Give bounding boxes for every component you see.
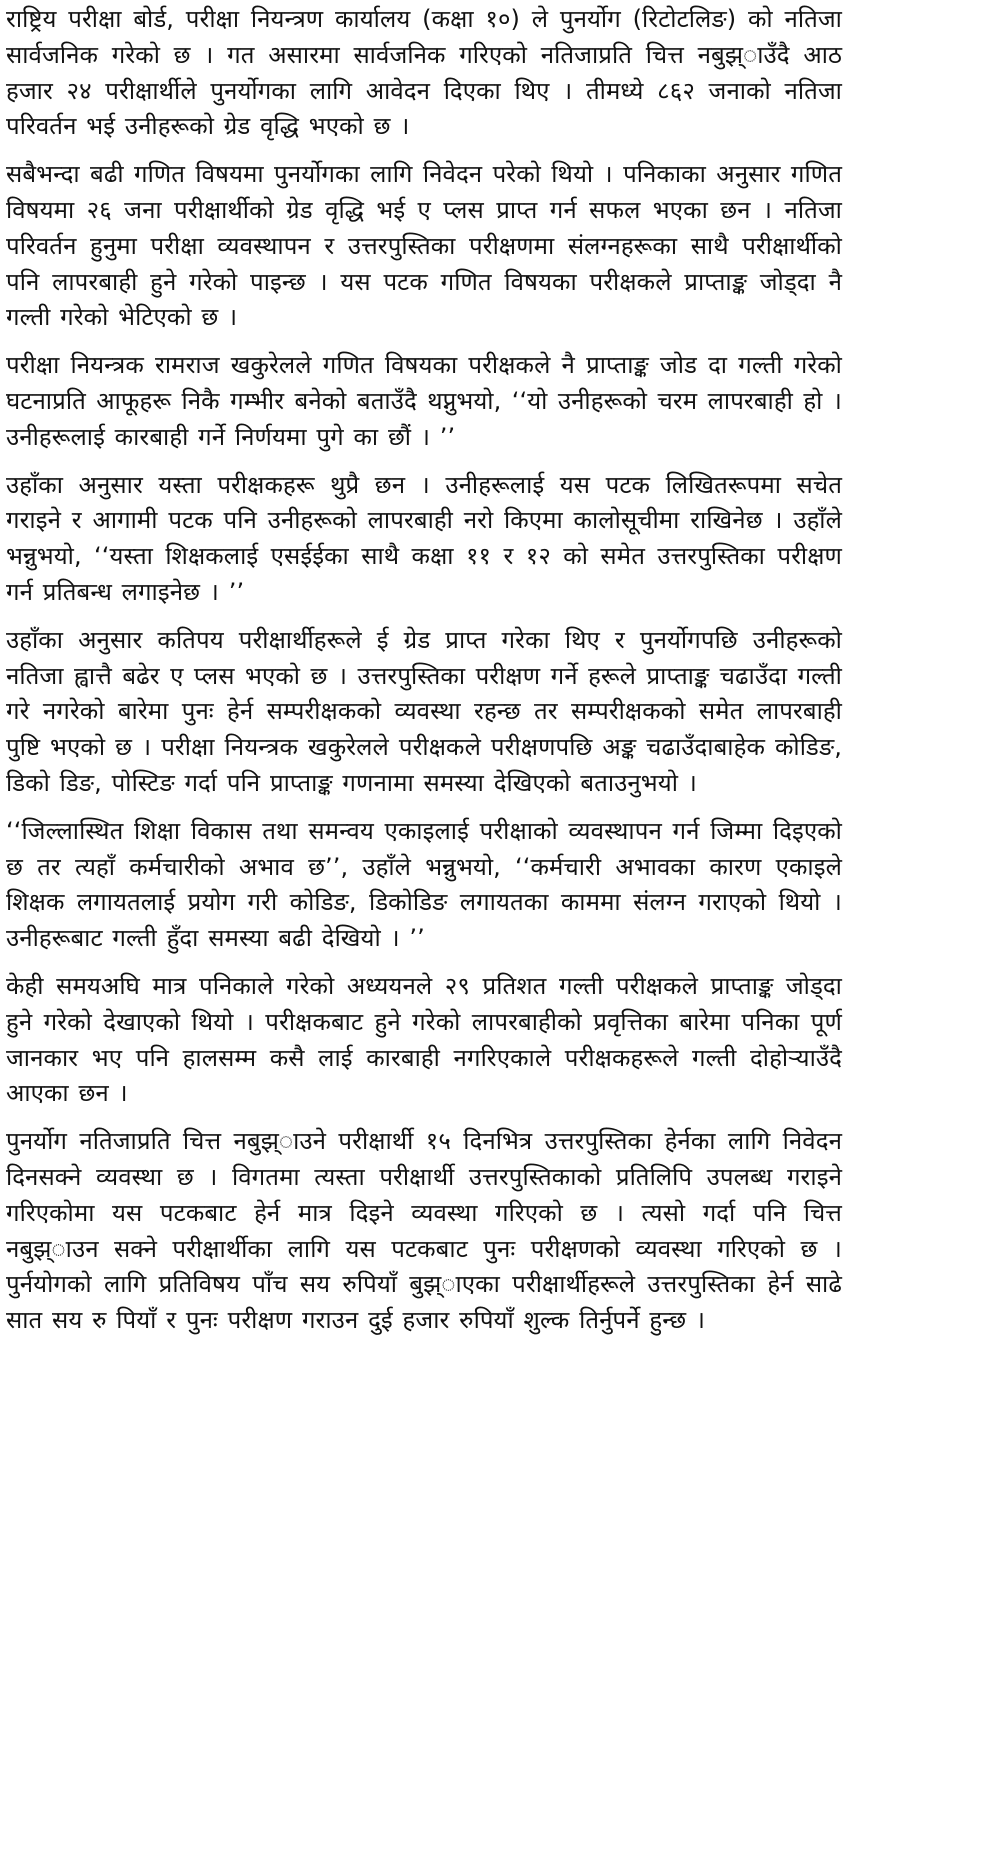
paragraph-3: परीक्षा नियन्त्रक रामराज खकुरेलले गणित विषयका परीक्षकले नै प्राप्ताङ्क जोड दा गल्ती गरेको घटनाप्रति आफूहरू निकै गम्भीर बनेको बताउँदै थप्नुभयो, ‘‘यो उनीहरूको चरम लापरबाही हो । उनीहरूलाई कारबाही गर्ने निर्णयमा पुगे का छौं । ’’ (6, 351, 842, 451)
paragraph-6: ‘‘जिल्लास्थित शिक्षा विकास तथा समन्वय एकाइलाई परीक्षाको व्यवस्थापन गर्न जिम्मा दिइएको छ तर त्यहाँ कर्मचारीको अभाव छ’’, उहाँले भन्नुभयो, ‘‘कर्मचारी अभावका कारण एकाइले शिक्षक लगायतलाई प्रयोग गरी कोडिङ, डिकोडिङ लगायतका काममा संलग्न गराएको थियो । उनीहरूबाट गल्ती हुँदा समस्या बढी देखियो । ’’ (6, 816, 842, 953)
paragraph-2: सबैभन्दा बढी गणित विषयमा पुनर्योगका लागि निवेदन परेको थियो । पनिकाका अनुसार गणित विषयमा २६ जना परीक्षार्थीको ग्रेड वृद्धि भई ए प्लस प्राप्त गर्न सफल भएका छन । नतिजा परिवर्तन हुनुमा परीक्षा व्यवस्थापन र उत्तरपुस्तिका परीक्षणमा संलग्नहरूका साथै परीक्षार्थीको पनि लापरबाही हुने गरेको पाइन्छ । यस पटक गणित विषयका परीक्षकले प्राप्ताङ्क जोड्दा नै गल्ती गरेको भेटिएको छ । (6, 160, 842, 332)
paragraph-7: केही समयअघि मात्र पनिकाले गरेको अध्ययनले २९ प्रतिशत गल्ती परीक्षकले प्राप्ताङ्क जोड्दा हुने गरेको देखाएको थियो । परीक्षकबाट हुने गरेको लापरबाहीको प्रवृत्तिका बारेमा पनिका पूर्ण जानकार भए पनि हालसम्म कसै लाई कारबाही नगरिएकाले परीक्षकहरूले गल्ती दोहोर्‍याउँदै आएका छन । (6, 971, 842, 1108)
paragraph-1: राष्ट्रिय परीक्षा बोर्ड, परीक्षा नियन्त्रण कार्यालय (कक्षा १०) ले पुनर्योग (रिटोटलिङ) को नतिजा सार्वजनिक गरेको छ । गत असारमा सार्वजनिक गरिएको नतिजाप्रति चित्त नबुझ्ाउँदै आठ हजार २४ परीक्षार्थीले पुनर्योगका लागि आवेदन दिएका थिए । तीमध्ये ८६२ जनाको नतिजा परिवर्तन भई उनीहरूको ग्रेड वृद्धि भएको छ । (6, 5, 842, 141)
paragraph-8: पुनर्योग नतिजाप्रति चित्त नबुझ्ाउने परीक्षार्थी १५ दिनभित्र उत्तरपुस्तिका हेर्नका लागि निवेदन दिनसक्ने व्यवस्था छ । विगतमा त्यस्ता परीक्षार्थी उत्तरपुस्तिकाको प्रतिलिपि उपलब्ध गराइने गरिएकोमा यस पटकबाट हेर्न मात्र दिइने व्यवस्था गरिएको छ । त्यसो गर्दा पनि चित्त नबुझ्ाउन सक्ने परीक्षार्थीका लागि यस पटकबाट पुनः परीक्षणको व्यवस्था गरिएको छ । पुर्नयोगको लागि प्रतिविषय पाँच सय रुपियाँ बुझ्ाएका परीक्षार्थीहरूले उत्तरपुस्तिका हेर्न साढे सात सय रु पियाँ र पुनः परीक्षण गराउन दुई हजार रुपियाँ शुल्क तिर्नुपर्ने हुन्छ । (6, 1127, 842, 1335)
paragraph-5: उहाँका अनुसार कतिपय परीक्षार्थीहरूले ई ग्रेड प्राप्त गरेका थिए र पुनर्योगपछि उनीहरूको नतिजा ह्वात्तै बढेर ए प्लस भएको छ । उत्तरपुस्तिका परीक्षण गर्ने हरूले प्राप्ताङ्क चढाउँदा गल्ती गरे नगरेको बारेमा पुनः हेर्न सम्परीक्षकको व्यवस्था रहन्छ तर सम्परीक्षकको समेत लापरबाही पुष्टि भएको छ । परीक्षा नियन्त्रक खकुरेलले परीक्षकले परीक्षणपछि अङ्क चढाउँदाबाहेक कोडिङ, डिको डिङ, पोस्टिङ गर्दा पनि प्राप्ताङ्क गणनामा समस्या देखिएको बताउनुभयो । (6, 625, 842, 797)
paragraph-4: उहाँका अनुसार यस्ता परीक्षकहरू थुप्रै छन । उनीहरूलाई यस पटक लिखितरूपमा सचेत गराइने र आगामी पटक पनि उनीहरूको लापरबाही नरो किएमा कालोसूचीमा राखिनेछ । उहाँले भन्नुभयो, ‘‘यस्ता शिक्षकलाई एसईईका साथै कक्षा ११ र १२ को समेत उत्तरपुस्तिका परीक्षण गर्न प्रतिबन्ध लगाइनेछ । ’’ (6, 470, 842, 606)
article-body (6, 2, 842, 1351)
